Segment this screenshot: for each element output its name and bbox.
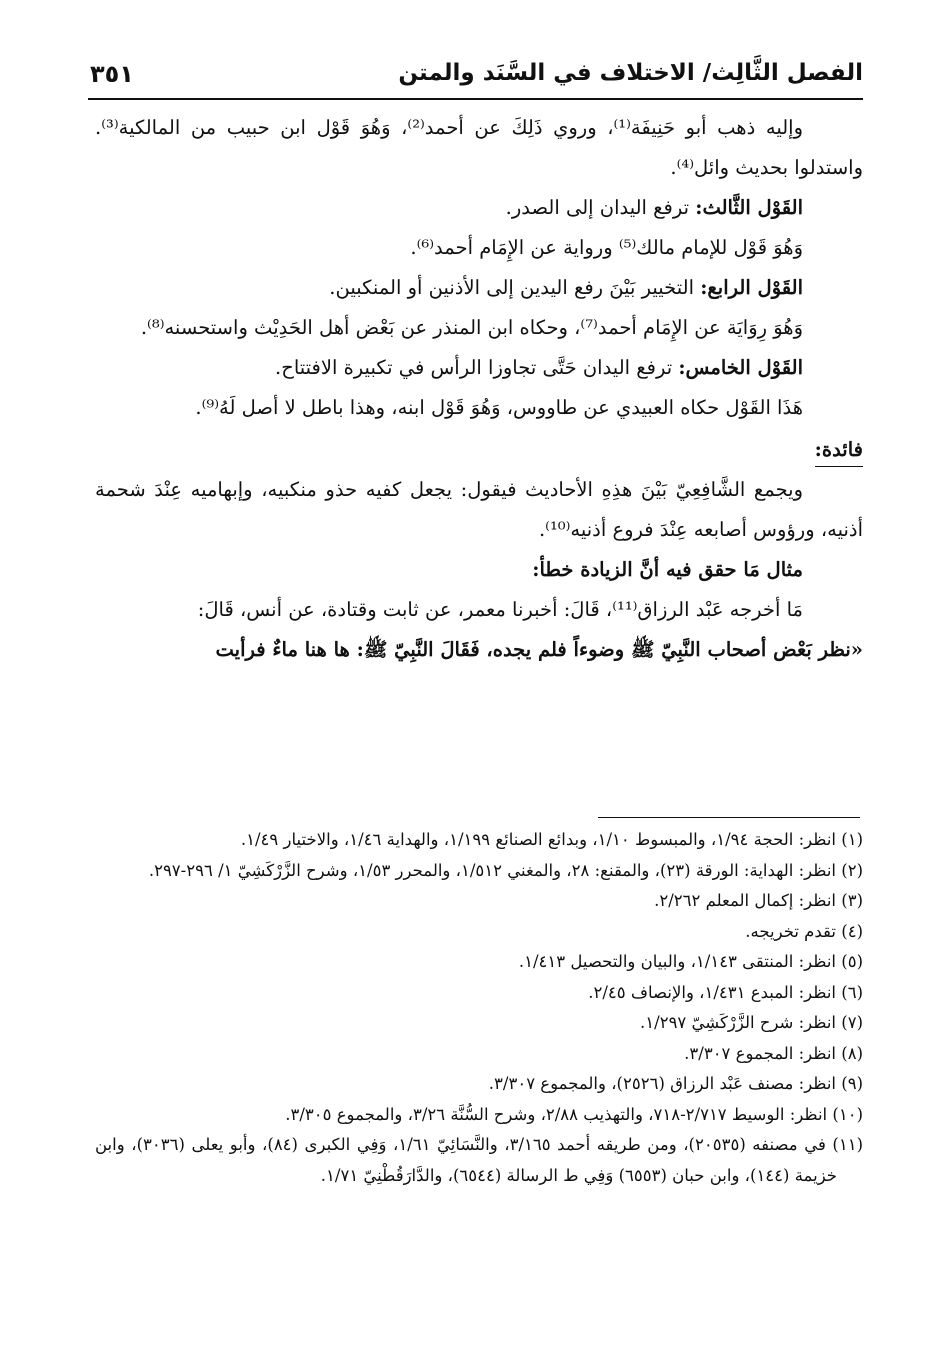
opinion-three (95, 188, 863, 228)
paragraph: ويجمع الشَّافِعِيّ بَيْنَ هذِهِ الأحاديث فيقول: يجعل كفيه حذو منكبيه، وإبهاميه عِنْدَ شحمة أذنيه، ورؤوس أصابعه عِنْدَ فروع أذنيه⁽¹⁰⁾. (95, 478, 863, 541)
benefit-heading-line (95, 428, 863, 470)
opinion-label: القَوْل الرابع: (700, 276, 803, 299)
opinion-four (95, 268, 863, 308)
paragraph: وَهُوَ رِوَايَة عن الإِمَام أحمد⁽⁷⁾، وحكاه ابن المنذر عن بَعْض أهل الحَدِيْث واستحسنه⁽⁸⁾. (140, 316, 803, 339)
page-number: ٣٥١ (90, 60, 134, 88)
paragraph: وإليه ذهب أبو حَنِيفَة⁽¹⁾، وروي ذَلِكَ عن أحمد⁽²⁾، وَهُوَ قَوْل ابن حبيب من المالكية⁽³⁾. واستدلوا بحديث وائل⁽⁴⁾. (95, 116, 863, 179)
footnote: (٣) انظر: إكمال المعلم ٢/٢٦٢. (654, 891, 863, 910)
opinion-text: ترفع اليدان إلى الصدر. (505, 196, 690, 219)
opinion-label: القَوْل الخامس: (678, 356, 803, 379)
footnote: (١١) في مصنفه (٢٠٥٣٥)، ومن طريقه أحمد ٣/١٦٥، والنَّسَائِيّ ١/٦١، وَفِي الكبرى (٨٤)، وأبو يعلى (٣٠٣٦)، وابن خزيمة (١٤٤)، وابن حبان (٦٥٥٣) وَفِي ط الرسالة (٦٥٤٤)، والدَّارَقُطْنِيّ ١/٧١. (95, 1135, 864, 1185)
footnote: (١) انظر: الحجة ١/٩٤، والمبسوط ١/١٠، وبدائع الصنائع ١/١٩٩، والهداية ١/٤٦، والاختيار ١/٤٩. (240, 830, 863, 849)
footnote: (٦) انظر: المبدع ١/٤٣١، والإنصاف ٢/٤٥. (588, 982, 863, 1002)
footnote: (٨) انظر: المجموع ٣/٣٠٧. (684, 1043, 863, 1063)
footnote-separator (598, 817, 860, 818)
example-heading: مثال مَا حقق فيه أنَّ الزيادة خطأ: (532, 558, 803, 581)
opinion-label: القَوْل الثَّالث: (695, 196, 803, 219)
footnote: (١٠) انظر: الوسيط ٢/٧١٧-٧١٨، والتهذيب ٢/٨٨، وشرح السُّنَّة ٣/٢٦، والمجموع ٣/٣٠٥. (285, 1104, 863, 1124)
opinion-text: التخيير بَيْنَ رفع اليدين إلى الأذنين أو المنكبين. (329, 276, 694, 299)
footnote: (٩) انظر: مصنف عَبْد الرزاق (٢٥٢٦)، والمجموع ٣/٣٠٧. (488, 1074, 863, 1093)
footnotes (95, 825, 863, 1191)
main-text (95, 108, 863, 670)
footnote: (٧) انظر: شرح الزَّرْكَشِيّ ١/٢٩٧. (640, 1013, 863, 1032)
page-header (88, 58, 863, 100)
paragraph: وَهُوَ قَوْل للإمام مالك⁽⁵⁾ ورواية عن الإِمَام أحمد⁽⁶⁾. (410, 236, 803, 259)
hadith-text: «نظر بَعْض أصحاب النَّبِيّ ﷺ وضوءاً فلم يجده، فَقَالَ النَّبِيّ ﷺ: ها هنا ماءٌ فرأيت (215, 638, 863, 661)
paragraph: مَا أخرجه عَبْد الرزاق⁽¹¹⁾، قَالَ: أخبرنا معمر، عن ثابت وقتادة، عن أنس، قَالَ: (197, 598, 803, 621)
footnote: (٤) تقدم تخريجه. (745, 921, 863, 941)
footnote: (٢) انظر: الهداية: الورقة (٢٣)، والمقنع: ٢٨، والمغني ١/٥١٢، والمحرر ١/٥٣، وشرح الزَّرْكَشِيّ ١/ ٢٩٦-٢٩٧. (148, 860, 863, 880)
running-title: الفصل الثَّالِث/ الاختلاف في السَّنَد والمتن (398, 60, 863, 86)
benefit-heading: فائدة: (815, 434, 863, 467)
opinion-five (95, 348, 863, 388)
paragraph: هَذَا القَوْل حكاه العبيدي عن طاووس، وَهُوَ قَوْل ابنه، وهذا باطل لا أصل لَهُ⁽⁹⁾. (195, 396, 803, 419)
opinion-text: ترفع اليدان حَتَّى تجاوزا الرأس في تكبيرة الافتتاح. (275, 356, 673, 379)
footnote: (٥) انظر: المنتقى ١/١٤٣، والبيان والتحصيل ١/٤١٣. (518, 952, 863, 971)
